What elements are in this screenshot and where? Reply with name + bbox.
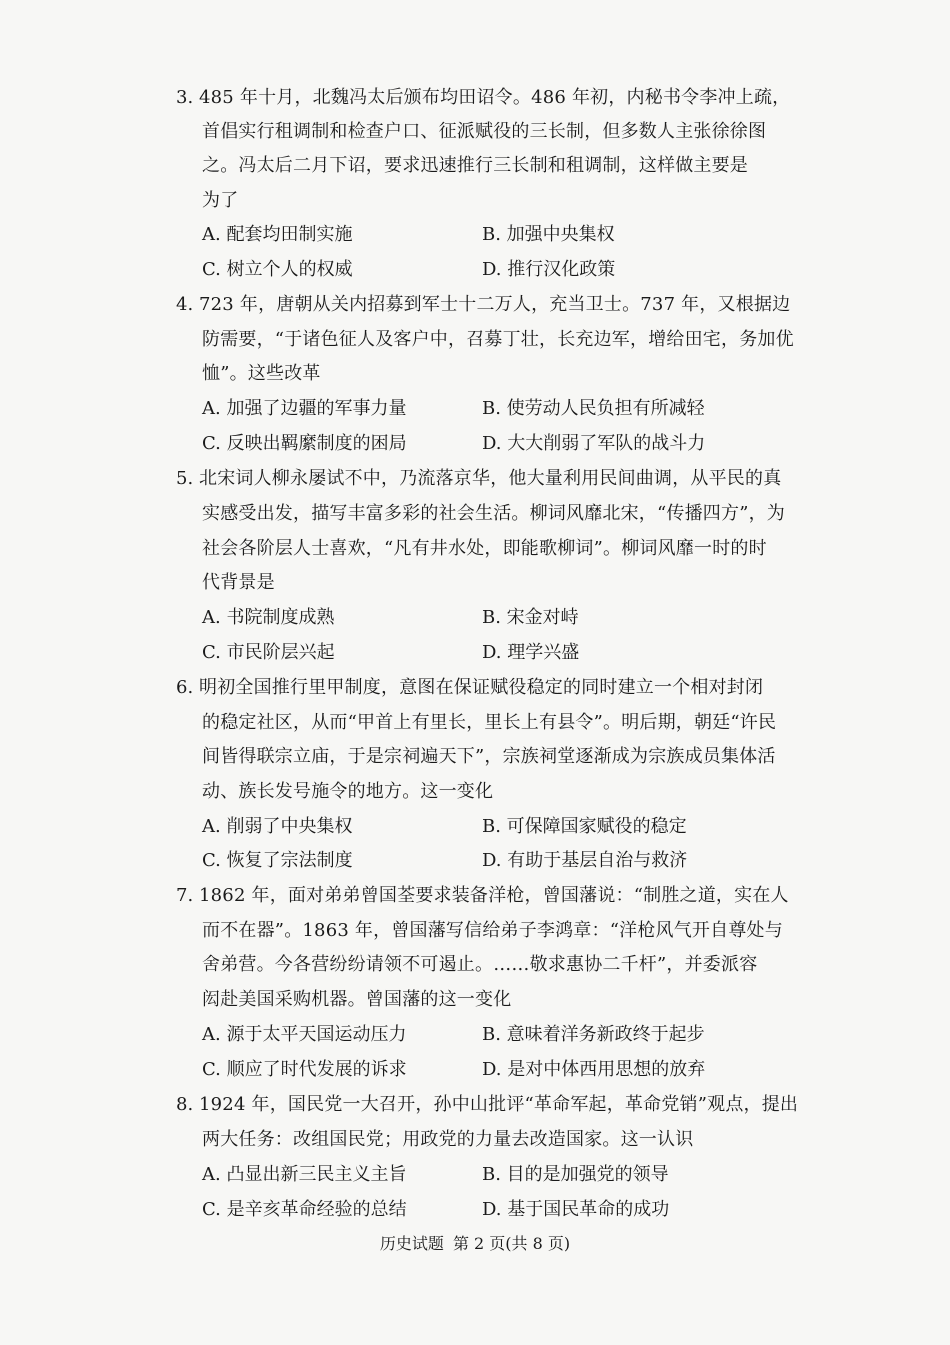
question-stem-line: 之。冯太后二月下诏，要求迅速推行三长制和租调制，这样做主要是 [202, 155, 748, 176]
question-stem-line: 代背景是 [202, 572, 275, 593]
option-a: A. 配套均田制实施 [202, 224, 353, 245]
question-number: 4. [176, 294, 194, 315]
option-d: D. 基于国民革命的成功 [482, 1199, 670, 1220]
question-number: 3. [176, 87, 194, 108]
question-stem-line: 而不在器”。1863 年，曾国藩写信给弟子李鸿章：“洋枪风气开自尊处与 [202, 920, 783, 941]
question-stem-line: 明初全国推行里甲制度，意图在保证赋役稳定的同时建立一个相对封闭 [199, 677, 764, 698]
question-stem-line: 舍弟营。今各营纷纷请领不可遏止。……敬求惠协二千杆”，并委派容 [202, 954, 758, 975]
option-a: A. 凸显出新三民主义主旨 [202, 1164, 407, 1185]
question-number: 6. [176, 677, 194, 698]
option-a: A. 书院制度成熟 [202, 607, 335, 628]
question-number: 8. [176, 1094, 194, 1115]
question-number: 5. [176, 468, 194, 489]
option-c: C. 是辛亥革命经验的总结 [202, 1199, 407, 1220]
option-a: A. 加强了边疆的军事力量 [202, 398, 407, 419]
option-a: A. 削弱了中央集权 [202, 816, 353, 837]
option-c: C. 反映出羁縻制度的困局 [202, 433, 407, 454]
question-stem-line: 闳赴美国采购机器。曾国藩的这一变化 [202, 989, 512, 1010]
option-d: D. 理学兴盛 [482, 642, 580, 663]
option-d: D. 大大削弱了军队的战斗力 [482, 433, 706, 454]
question-stem-line: 首倡实行租调制和检查户口、征派赋役的三长制，但多数人主张徐徐图 [202, 121, 767, 142]
option-c: C. 市民阶层兴起 [202, 642, 335, 663]
option-b: B. 使劳动人民负担有所减轻 [482, 398, 705, 419]
question-number: 7. [176, 885, 194, 906]
option-c: C. 恢复了宗法制度 [202, 850, 353, 871]
footer-page-number: 第 2 页(共 8 页) [452, 1234, 571, 1253]
footer-subject: 历史试题 [379, 1234, 444, 1253]
question-stem-line: 实感受出发，描写丰富多彩的社会生活。柳词风靡北宋，“传播四方”，为 [202, 503, 786, 524]
option-b: B. 宋金对峙 [482, 607, 579, 628]
option-c: C. 顺应了时代发展的诉求 [202, 1059, 407, 1080]
question-stem-line: 间皆得联宗立庙，于是宗祠遍天下”，宗族祠堂逐渐成为宗族成员集体活 [202, 746, 776, 767]
question-stem-line: 北宋词人柳永屡试不中，乃流落京华，他大量利用民间曲调，从平民的真 [199, 468, 782, 489]
option-a: A. 源于太平天国运动压力 [202, 1024, 407, 1045]
option-c: C. 树立个人的权威 [202, 259, 353, 280]
option-d: D. 有助于基层自治与救济 [482, 850, 688, 871]
option-d: D. 推行汉化政策 [482, 259, 616, 280]
question-stem-line: 485 年十月，北魏冯太后颁布均田诏令。486 年初，内秘书令李冲上疏， [199, 87, 791, 108]
question-stem-line: 恤”。这些改革 [202, 363, 321, 384]
question-stem-line: 为了 [202, 190, 239, 211]
question-stem-line: 1924 年，国民党一大召开，孙中山批评“革命军起，革命党销”观点，提出 [199, 1094, 799, 1115]
question-stem-line: 社会各阶层人士喜欢，“凡有井水处，即能歌柳词”。柳词风靡一时的时 [202, 538, 767, 559]
option-b: B. 意味着洋务新政终于起步 [482, 1024, 705, 1045]
option-b: B. 加强中央集权 [482, 224, 615, 245]
page-footer [0, 1233, 950, 1255]
question-stem-line: 两大任务：改组国民党；用政党的力量去改造国家。这一认识 [202, 1129, 694, 1150]
question-stem-line: 防需要，“于诸色征人及客户中，召募丁壮，长充边军，增给田宅，务加优 [202, 329, 794, 350]
question-stem-line: 的稳定社区，从而“甲首上有里长，里长上有县令”。明后期，朝廷“许民 [202, 712, 777, 733]
question-stem-line: 723 年，唐朝从关内招募到军士十二万人，充当卫士。737 年，又根据边 [199, 294, 791, 315]
option-d: D. 是对中体西用思想的放弃 [482, 1059, 706, 1080]
question-stem-line: 1862 年，面对弟弟曾国荃要求装备洋枪，曾国藩说：“制胜之道，实在人 [199, 885, 789, 906]
question-stem-line: 动、族长发号施令的地方。这一变化 [202, 781, 494, 802]
option-b: B. 目的是加强党的领导 [482, 1164, 669, 1185]
option-b: B. 可保障国家赋役的稳定 [482, 816, 687, 837]
